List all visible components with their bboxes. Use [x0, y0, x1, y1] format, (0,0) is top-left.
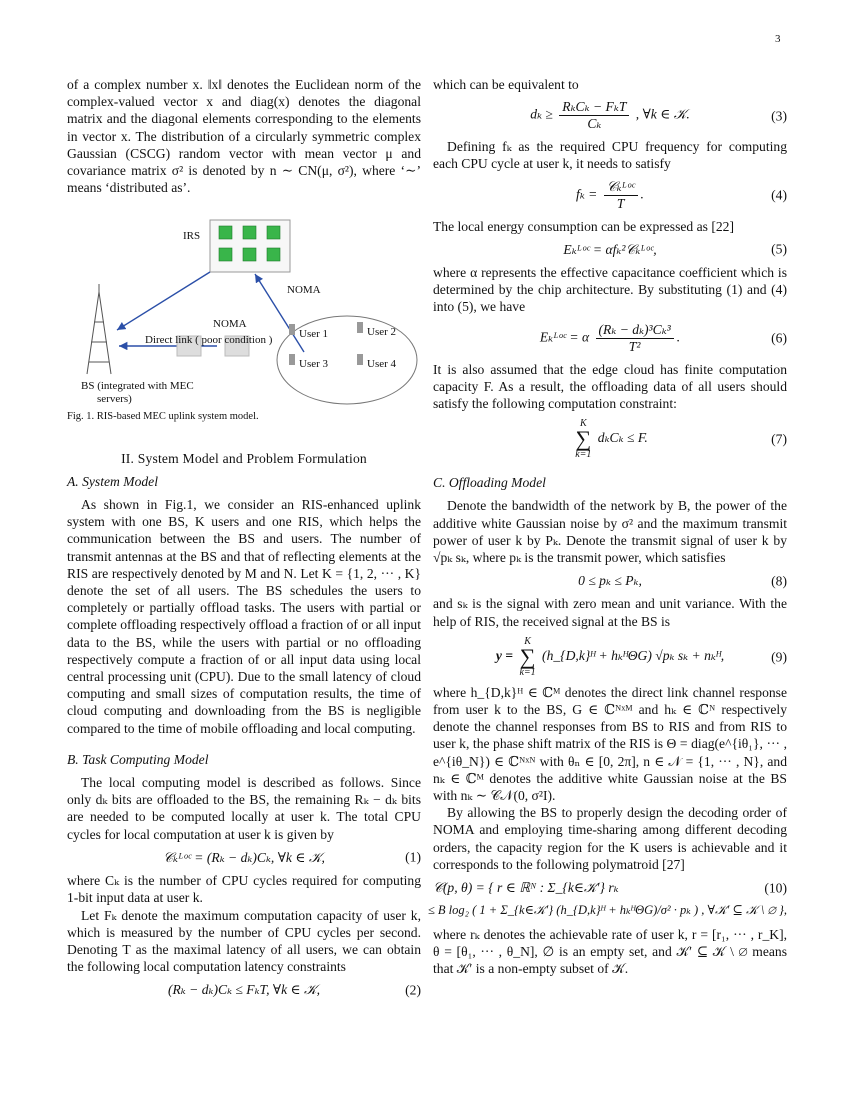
equation-7-body: [572, 418, 648, 460]
equation-5: [433, 241, 787, 258]
equation-10-line-2: [427, 902, 787, 919]
equation-8-number: (8): [771, 573, 787, 589]
intro-paragraph: of a complex number x. ‖x‖ denotes the Euclidean norm of the complex-valued vector x and diag(x) denotes the diagonal matrix and the diagonal elements corresponding to the elements in vector x. The distribution of a circularly symmetric complex Gaussian (CSCG) random vector with mean vector μ and covariance matrix σ² is denoted by n ∼ CN(μ, σ²), where ‘∼’ means ‘distributed as’.: [67, 77, 421, 196]
equation-9-expr: (h_{D,k}ᴴ + hₖᴴΘG) √pₖ sₖ + nₖᴴ,: [542, 647, 725, 663]
equation-3-denominator: Cₖ: [587, 116, 602, 132]
section-title: II. System Model and Problem Formulation: [121, 450, 367, 466]
equation-2-number: (2): [405, 982, 421, 998]
paragraph-signal: and sₖ is the signal with zero mean and unit variance. With the help of RIS, the received signal at the BS is: [433, 596, 787, 629]
equation-6-body: Eₖᴸᵒᶜ = α $\frac{\text{(Rₖ − dₖ)³Cₖ³}}{\text{T²}}$ .: [539, 321, 681, 354]
irs-to-bs-link: [117, 272, 210, 330]
subsection-c-title: C. Offloading Model: [433, 475, 546, 491]
phone-icon: [289, 354, 295, 365]
phone-icon: [289, 324, 295, 335]
equation-3-number: (3): [771, 108, 787, 124]
equation-6-lhs: Eₖᴸᵒᶜ = α: [539, 329, 590, 345]
equation-5-body: Eₖᴸᵒᶜ = αfₖ²𝒞ₖᴸᵒᶜ,: [563, 241, 657, 257]
task-model-paragraph-2: where Cₖ is the number of CPU cycles required for computing 1-bit input data at user k.: [67, 873, 421, 906]
equation-7-number: (7): [771, 431, 787, 447]
equation-3-numerator: RₖCₖ − FₖT: [559, 99, 629, 116]
paragraph-equivalent: which can be equivalent to: [433, 77, 579, 92]
equation-8-body: 0 ≤ pₖ ≤ Pₖ,: [578, 573, 642, 589]
right-column: [427, 76, 787, 977]
equation-3: [433, 99, 787, 132]
equation-8: [433, 572, 787, 589]
subsection-b-title: B. Task Computing Model: [67, 751, 209, 767]
system-model-paragraph: As shown in Fig.1, we consider an RIS-enhanced uplink system with one BS, K users and one RIS, which helps the communication between the BS and users. The number of transmit antennas at the BS and that of reflecting elements at the RIS are respectively denoted by M and N. Let K = {1, 2, ··· , K} denote the set of all users. The BS schedules the users to completely or partially offload tasks. The users with partial or complete offloading respectively offload a fraction of or all input data to the BS, while the users with partial or no offloading respectively compute a fraction of or all input data using local central processing unit (CPU). Due to the small latency of cloud computing and small sizes of computation results, the time of cloud computing and downloading from the BS is negligible compared to the time of mobile offloading and local computing.: [67, 497, 421, 736]
sum-upper: K: [579, 418, 587, 430]
paragraph-cpu-frequency: Defining fₖ as the required CPU frequency for computing each CPU cycle at user k, it needs to satisfy: [433, 139, 787, 172]
irs-tile: [219, 226, 232, 239]
sum-upper: K: [524, 635, 531, 647]
summation-symbol: K ∑ k=1: [575, 418, 592, 461]
equation-3-tail: , ∀k ∈ 𝒦.: [635, 106, 690, 122]
irs-tile: [267, 226, 280, 239]
figure-caption: Fig. 1. RIS-based MEC uplink system model.: [67, 411, 259, 423]
paragraph-channel: where h_{D,k}ᴴ ∈ ℂᴹ denotes the direct link channel response from user k to the BS, G ∈ ℂᴺˣᴹ and hₖ ∈ ℂᴺ respectively denote the channel responses from BS to RIS and from RIS to user k, the phase shift matrix of the RIS is Θ = diag(e^{iθ₁}, ··· , e^{iθ_N}) ∈ ℂᴺˣᴺ with θₙ ∈ [0, 2π], n ∈ 𝒩 = {1, ··· , N}, and nₖ ∈ ℂᴹ denotes the additive white Gaussian noise at the BS with nₖ ∼ 𝒞𝒩(0, σ²I).: [433, 684, 787, 804]
irs-label: IRS: [183, 230, 201, 243]
equation-10-part-1: 𝒞(p, θ) = { r ∈ ℝᴺ : Σ_{k∈𝒦′} rₖ: [433, 880, 619, 896]
phone-icon: [357, 322, 363, 333]
user-label: User 2: [367, 326, 397, 339]
direct-link-label: Direct link ( poor condition ): [145, 334, 273, 347]
equation-7-expr: dₖCₖ ≤ F.: [597, 430, 648, 446]
subsection-a-title: A. System Model: [67, 473, 158, 489]
system-model-figure: [67, 212, 421, 408]
equation-5-number: (5): [771, 241, 787, 257]
irs-tile: [243, 248, 256, 261]
user-label: User 3: [299, 358, 329, 371]
equation-4-denominator: T: [616, 195, 625, 211]
paragraph-energy: The local energy consumption can be expressed as [22]: [433, 218, 734, 234]
left-column: [67, 76, 421, 1005]
paragraph-bandwidth: Denote the bandwidth of the network by B, the power of the additive white Gaussian noise by σ² and the maximum transmit power of user k by Pₖ. Denote the transmit signal of user k by √pₖ sₖ, where pₖ is the transmit power, which satisfies: [433, 498, 787, 566]
equation-9-lhs: y =: [495, 647, 514, 663]
equation-2: [67, 981, 421, 998]
paragraph-capacitance: where α represents the effective capacitance coefficient which is determined by the chip architecture. By substituting (1) and (4) into (5), we have: [433, 265, 787, 315]
noma-top-label: NOMA: [287, 284, 321, 297]
equation-4-lhs: fₖ =: [576, 186, 598, 202]
equation-7: [433, 418, 787, 460]
equation-6-denominator: T²: [628, 338, 641, 354]
equation-6-number: (6): [771, 330, 787, 346]
task-model-paragraph-3: Let Fₖ denote the maximum computation capacity of user k, which is measured by the number of CPU cycles per second. Denoting T as the maximal latency of all users, we can obtain the following local computation latency constraints: [67, 907, 421, 975]
task-model-paragraph-1: The local computing model is described as follows. Since only dₖ bits are offloaded to the BS, the remaining Rₖ − dₖ bits are needed to be computed locally at user k. The total CPU cycles for local computation at user k is given by: [67, 775, 421, 842]
bs-label-line2: servers): [97, 393, 132, 406]
equation-4-fraction: [604, 179, 638, 212]
equation-3-body: [530, 99, 689, 132]
user-label: User 1: [299, 328, 329, 341]
equation-4: [433, 179, 787, 212]
equation-6: [433, 322, 787, 355]
equation-1-number: (1): [405, 849, 421, 865]
page-number: 3: [775, 33, 781, 45]
paragraph-noma: By allowing the BS to properly design the decoding order of NOMA and employing time-sharing among different decoding orders, the capacity region for the K users is achievable and it corresponds to the following polymatroid [27]: [433, 805, 787, 872]
equation-9-number: (9): [771, 649, 787, 665]
bs-tower-icon: [87, 284, 111, 374]
equation-9: [433, 636, 787, 678]
equation-6-numerator: (Rₖ − dₖ)³Cₖ³: [596, 322, 674, 339]
paragraph-edge-capacity: It is also assumed that the edge cloud has finite computation capacity F. As a result, the offloading data of all users should satisfy the following computation constraint:: [433, 361, 787, 412]
equation-6-fraction: [596, 322, 674, 355]
phone-icon: [357, 354, 363, 365]
equation-1: [67, 849, 421, 866]
equation-10-number: (10): [764, 880, 787, 896]
irs-tile: [267, 248, 280, 261]
bs-label-line1: BS (integrated with MEC: [81, 380, 194, 393]
sum-lower: k=1: [575, 449, 592, 461]
irs-tile: [219, 248, 232, 261]
user-label: User 4: [367, 358, 397, 371]
equation-2-body: (Rₖ − dₖ)Cₖ ≤ FₖT, ∀k ∈ 𝒦,: [167, 982, 321, 998]
summation-symbol: K ∑ k=1: [519, 635, 536, 678]
equation-1-body: 𝒞ₖᴸᵒᶜ = (Rₖ − dₖ)Cₖ, ∀k ∈ 𝒦,: [163, 849, 325, 865]
equation-3-lhs: dₖ ≥: [530, 106, 553, 122]
equation-9-body: [496, 636, 724, 678]
equation-3-fraction: [559, 99, 629, 132]
equation-4-body: fₖ = $\frac{\text{𝒞ₖᴸᵒᶜ}}{T}$ .: [576, 178, 644, 211]
irs-tile: [243, 226, 256, 239]
equation-10-part-2: ≤ B log₂ ( 1 + Σ_{k∈𝒦′} (h_{D,k}ᴴ + hₖᴴΘG)/σ² · pₖ ) , ∀𝒦′ ⊆ 𝒦 \ ∅ },: [427, 903, 787, 918]
equation-4-number: (4): [771, 187, 787, 203]
paragraph-rate: where rₖ denotes the achievable rate of user k, r = [r₁, ··· , r_K], θ = [θ₁, ··· , θ_N], ∅ is an empty set, and 𝒦′ ⊆ 𝒦 \ ∅ means that 𝒦′ is a non-empty subset of 𝒦.: [433, 926, 787, 976]
noma-mid-label: NOMA: [213, 318, 247, 331]
equation-4-numerator: 𝒞ₖᴸᵒᶜ: [604, 179, 638, 196]
sum-lower: k=1: [519, 666, 536, 678]
equation-10-line-1: [433, 879, 787, 896]
